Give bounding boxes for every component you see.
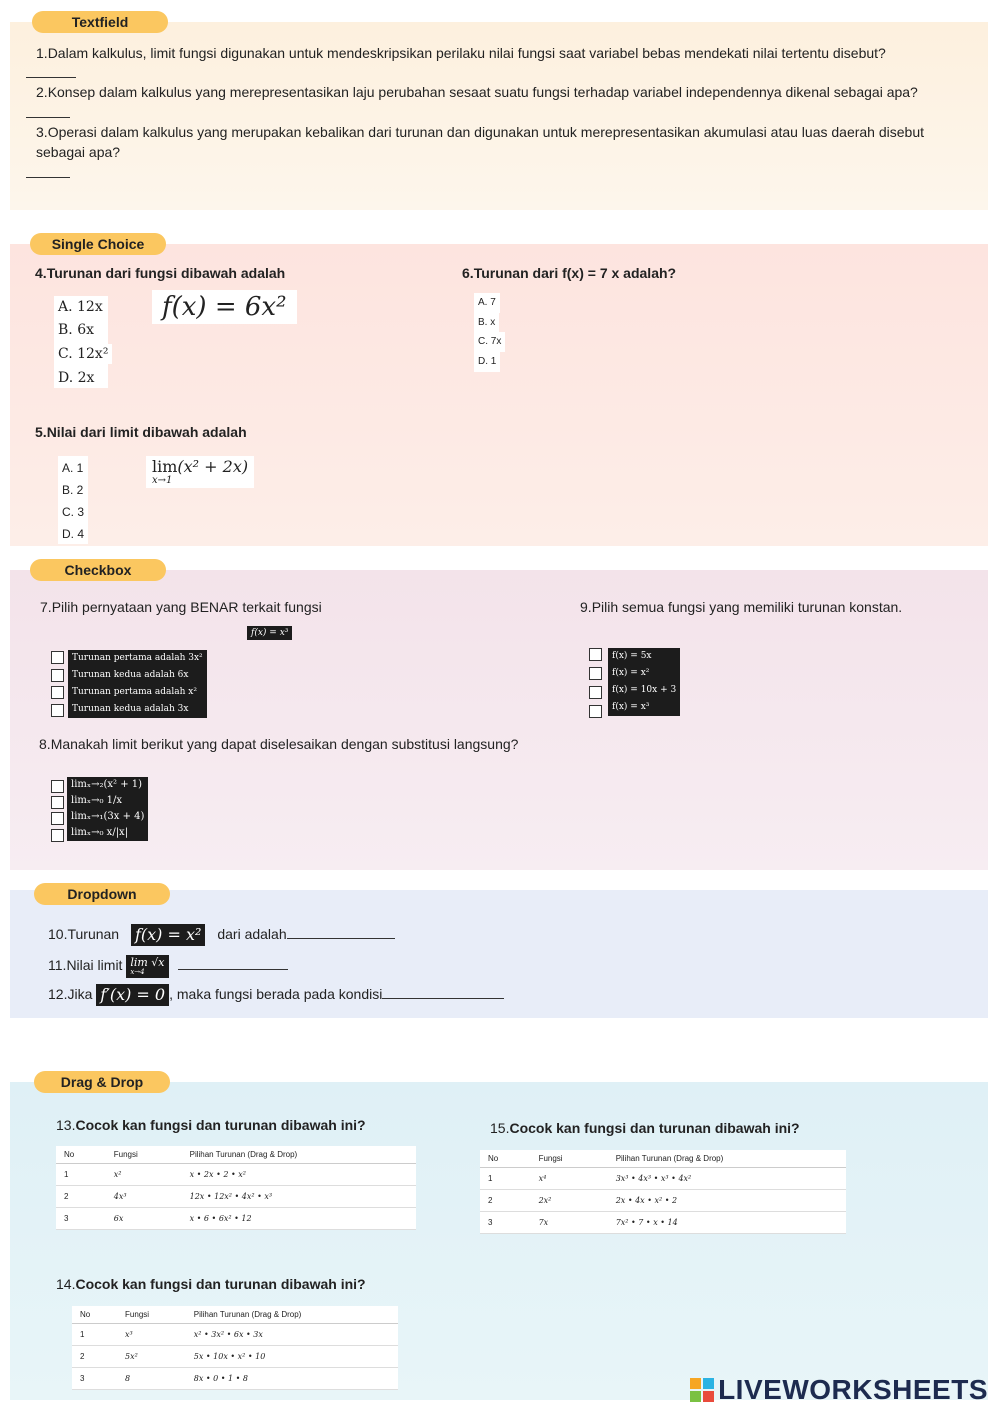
option-q6-b[interactable]: B. x [474, 313, 499, 333]
question-7: 7.Pilih pernyataan yang BENAR terkait fungsi [40, 599, 322, 615]
option-q6-d[interactable]: D. 1 [474, 352, 500, 372]
question-12: 12.Jika f′(x) = 0 , maka fungsi berada pada kondisi [48, 984, 504, 1006]
section-checkbox: Checkbox [30, 559, 166, 581]
drag-item[interactable]: 5x • 10x • x² • 10 [186, 1346, 398, 1368]
answer-field-1[interactable] [26, 77, 76, 78]
options-q8 [67, 777, 148, 841]
table-row: 1 x⁴ 3x³ • 4x³ • x³ • 4x² [480, 1168, 846, 1190]
table-row: 3 8 8x • 0 • 1 • 8 [72, 1368, 398, 1390]
table-row: 2 5x² 5x • 10x • x² • 10 [72, 1346, 398, 1368]
option-q4-a[interactable]: A. 12x [54, 297, 107, 317]
formula-q5: lim(x² + 2x) x→1 [146, 456, 254, 488]
option-q8-b: limₓ→₀ 1/x [71, 795, 123, 806]
drag-item[interactable]: 2x • 4x • x² • 2 [608, 1190, 846, 1212]
question-15: 15.Cocok kan fungsi dan turunan dibawah ini? [490, 1120, 800, 1136]
formula-q7: f(x) = x³ [247, 626, 292, 640]
drag-item[interactable]: 12x • 12x² • 4x² • x³ [182, 1186, 416, 1208]
checkbox-q9-a[interactable] [589, 648, 602, 661]
option-q6-a[interactable]: A. 7 [474, 293, 500, 313]
drag-item[interactable]: x² • 3x² • 6x • 3x [186, 1324, 398, 1346]
table-q15: No Fungsi Pilihan Turunan (Drag & Drop) 1 x⁴ 3x³ • 4x³ • x³ • 4x² 2 2x² 2x • 4x • x² • 2 3 7x 7x² • 7 • x • 14 [480, 1150, 846, 1234]
checkbox-q8-c[interactable] [51, 812, 64, 825]
formula-q4: f(x) = 6x² [152, 290, 297, 324]
option-q8-c: limₓ→₁(3x + 4) [71, 811, 145, 822]
question-5: 5.Nilai dari limit dibawah adalah [35, 424, 247, 440]
table-row: 3 6x x • 6 • 6x² • 12 [56, 1208, 416, 1230]
question-9: 9.Pilih semua fungsi yang memiliki turunan konstan. [580, 599, 903, 615]
formula-q12: f′(x) = 0 [96, 984, 169, 1006]
option-q4-c[interactable]: C. 12x² [54, 344, 112, 364]
option-q9-c: f(x) = 10x + 3 [612, 685, 677, 695]
checkbox-q8-b[interactable] [51, 796, 64, 809]
checkbox-q8-a[interactable] [51, 780, 64, 793]
table-q14: No Fungsi Pilihan Turunan (Drag & Drop) 1 x³ x² • 3x² • 6x • 3x 2 5x² 5x • 10x • x² • 10 3 8 8x • 0 • 1 • 8 [72, 1306, 398, 1390]
option-q7-c: Turunan pertama adalah x² [72, 687, 197, 697]
formula-q11: lim √x x→4 [126, 955, 168, 978]
table-row: 1 x³ x² • 3x² • 6x • 3x [72, 1324, 398, 1346]
option-q5-c[interactable]: C. 3 [58, 502, 88, 522]
drag-item[interactable]: 3x³ • 4x³ • x³ • 4x² [608, 1168, 846, 1190]
question-4: 4.Turunan dari fungsi dibawah adalah [35, 265, 286, 281]
question-11: 11.Nilai limit lim √x x→4 [48, 955, 288, 978]
checkbox-q8-d[interactable] [51, 829, 64, 842]
options-q7 [68, 650, 207, 718]
table-row: 3 7x 7x² • 7 • x • 14 [480, 1212, 846, 1234]
option-q4-b[interactable]: B. 6x [54, 320, 98, 340]
checkbox-q9-c[interactable] [589, 686, 602, 699]
checkbox-q9-b[interactable] [589, 667, 602, 680]
checkbox-q9-d[interactable] [589, 705, 602, 718]
section-textfield: Textfield [32, 11, 168, 33]
checkbox-q7-a[interactable] [51, 651, 64, 664]
drag-item[interactable]: 7x² • 7 • x • 14 [608, 1212, 846, 1234]
question-13: 13.Cocok kan fungsi dan turunan dibawah ini? [56, 1117, 366, 1133]
option-q7-b: Turunan kedua adalah 6x [72, 670, 189, 680]
checkbox-q7-d[interactable] [51, 704, 64, 717]
option-q5-a[interactable]: A. 1 [58, 458, 87, 478]
brand-logo: LIVEWORKSHEETS [690, 1374, 988, 1406]
section-drag-drop: Drag & Drop [34, 1071, 170, 1093]
option-q9-d: f(x) = x³ [612, 702, 650, 712]
table-row: 1 x² x • 2x • 2 • x² [56, 1164, 416, 1186]
question-10: 10.Turunan f(x) = x² dari adalah [48, 924, 395, 946]
option-q9-b: f(x) = x² [612, 668, 650, 678]
answer-field-2[interactable] [26, 117, 70, 118]
option-q4-d[interactable]: D. 2x [54, 368, 98, 388]
drag-item[interactable]: x • 6 • 6x² • 12 [182, 1208, 416, 1230]
option-q5-b[interactable]: B. 2 [58, 480, 87, 500]
table-q13: No Fungsi Pilihan Turunan (Drag & Drop) 1 x² x • 2x • 2 • x² 2 4x³ 12x • 12x² • 4x² • x³ 3 6x x • 6 • 6x² • 12 [56, 1146, 416, 1230]
table-row: 2 4x³ 12x • 12x² • 4x² • x³ [56, 1186, 416, 1208]
question-14: 14.Cocok kan fungsi dan turunan dibawah ini? [56, 1276, 366, 1292]
option-q8-d: limₓ→₀ x/|x| [71, 827, 129, 838]
table-row: 2 2x² 2x • 4x • x² • 2 [480, 1190, 846, 1212]
checkbox-q7-c[interactable] [51, 686, 64, 699]
option-q8-a: limₓ→₂(x² + 1) [71, 779, 143, 790]
formula-q10: f(x) = x² [131, 924, 205, 946]
drag-item[interactable]: 8x • 0 • 1 • 8 [186, 1368, 398, 1390]
option-q7-a: Turunan pertama adalah 3x² [72, 653, 203, 663]
section-single-choice: Single Choice [30, 233, 166, 255]
section-dropdown: Dropdown [34, 883, 170, 905]
dropdown-q11[interactable] [178, 955, 288, 970]
question-2: 2.Konsep dalam kalkulus yang merepresentasikan laju perubahan sesaat suatu fungsi terhadap variabel independennya dikenal sebagai apa? [36, 84, 918, 100]
dropdown-q12[interactable] [382, 984, 504, 999]
question-3: 3.Operasi dalam kalkulus yang merupakan kebalikan dari turunan dan digunakan untuk merepresentasikan akumulasi atau luas daerah disebut sebagai apa? [36, 124, 925, 160]
dropdown-q10[interactable] [287, 924, 395, 939]
option-q6-c[interactable]: C. 7x [474, 332, 505, 352]
question-1: 1.Dalam kalkulus, limit fungsi digunakan untuk mendeskripsikan perilaku nilai fungsi saat variabel bebas mendekati nilai tertentu disebut? [36, 45, 886, 61]
checkbox-q7-b[interactable] [51, 669, 64, 682]
question-6: 6.Turunan dari f(x) = 7 x adalah? [462, 265, 677, 281]
options-q9 [608, 648, 680, 716]
option-q7-d: Turunan kedua adalah 3x [72, 704, 189, 714]
option-q9-a: f(x) = 5x [612, 651, 652, 661]
answer-field-3[interactable] [26, 177, 70, 178]
question-8: 8.Manakah limit berikut yang dapat diselesaikan dengan substitusi langsung? [39, 736, 519, 752]
liveworksheets-logo-icon [690, 1378, 714, 1402]
drag-item[interactable]: x • 2x • 2 • x² [182, 1164, 416, 1186]
option-q5-d[interactable]: D. 4 [58, 524, 88, 544]
